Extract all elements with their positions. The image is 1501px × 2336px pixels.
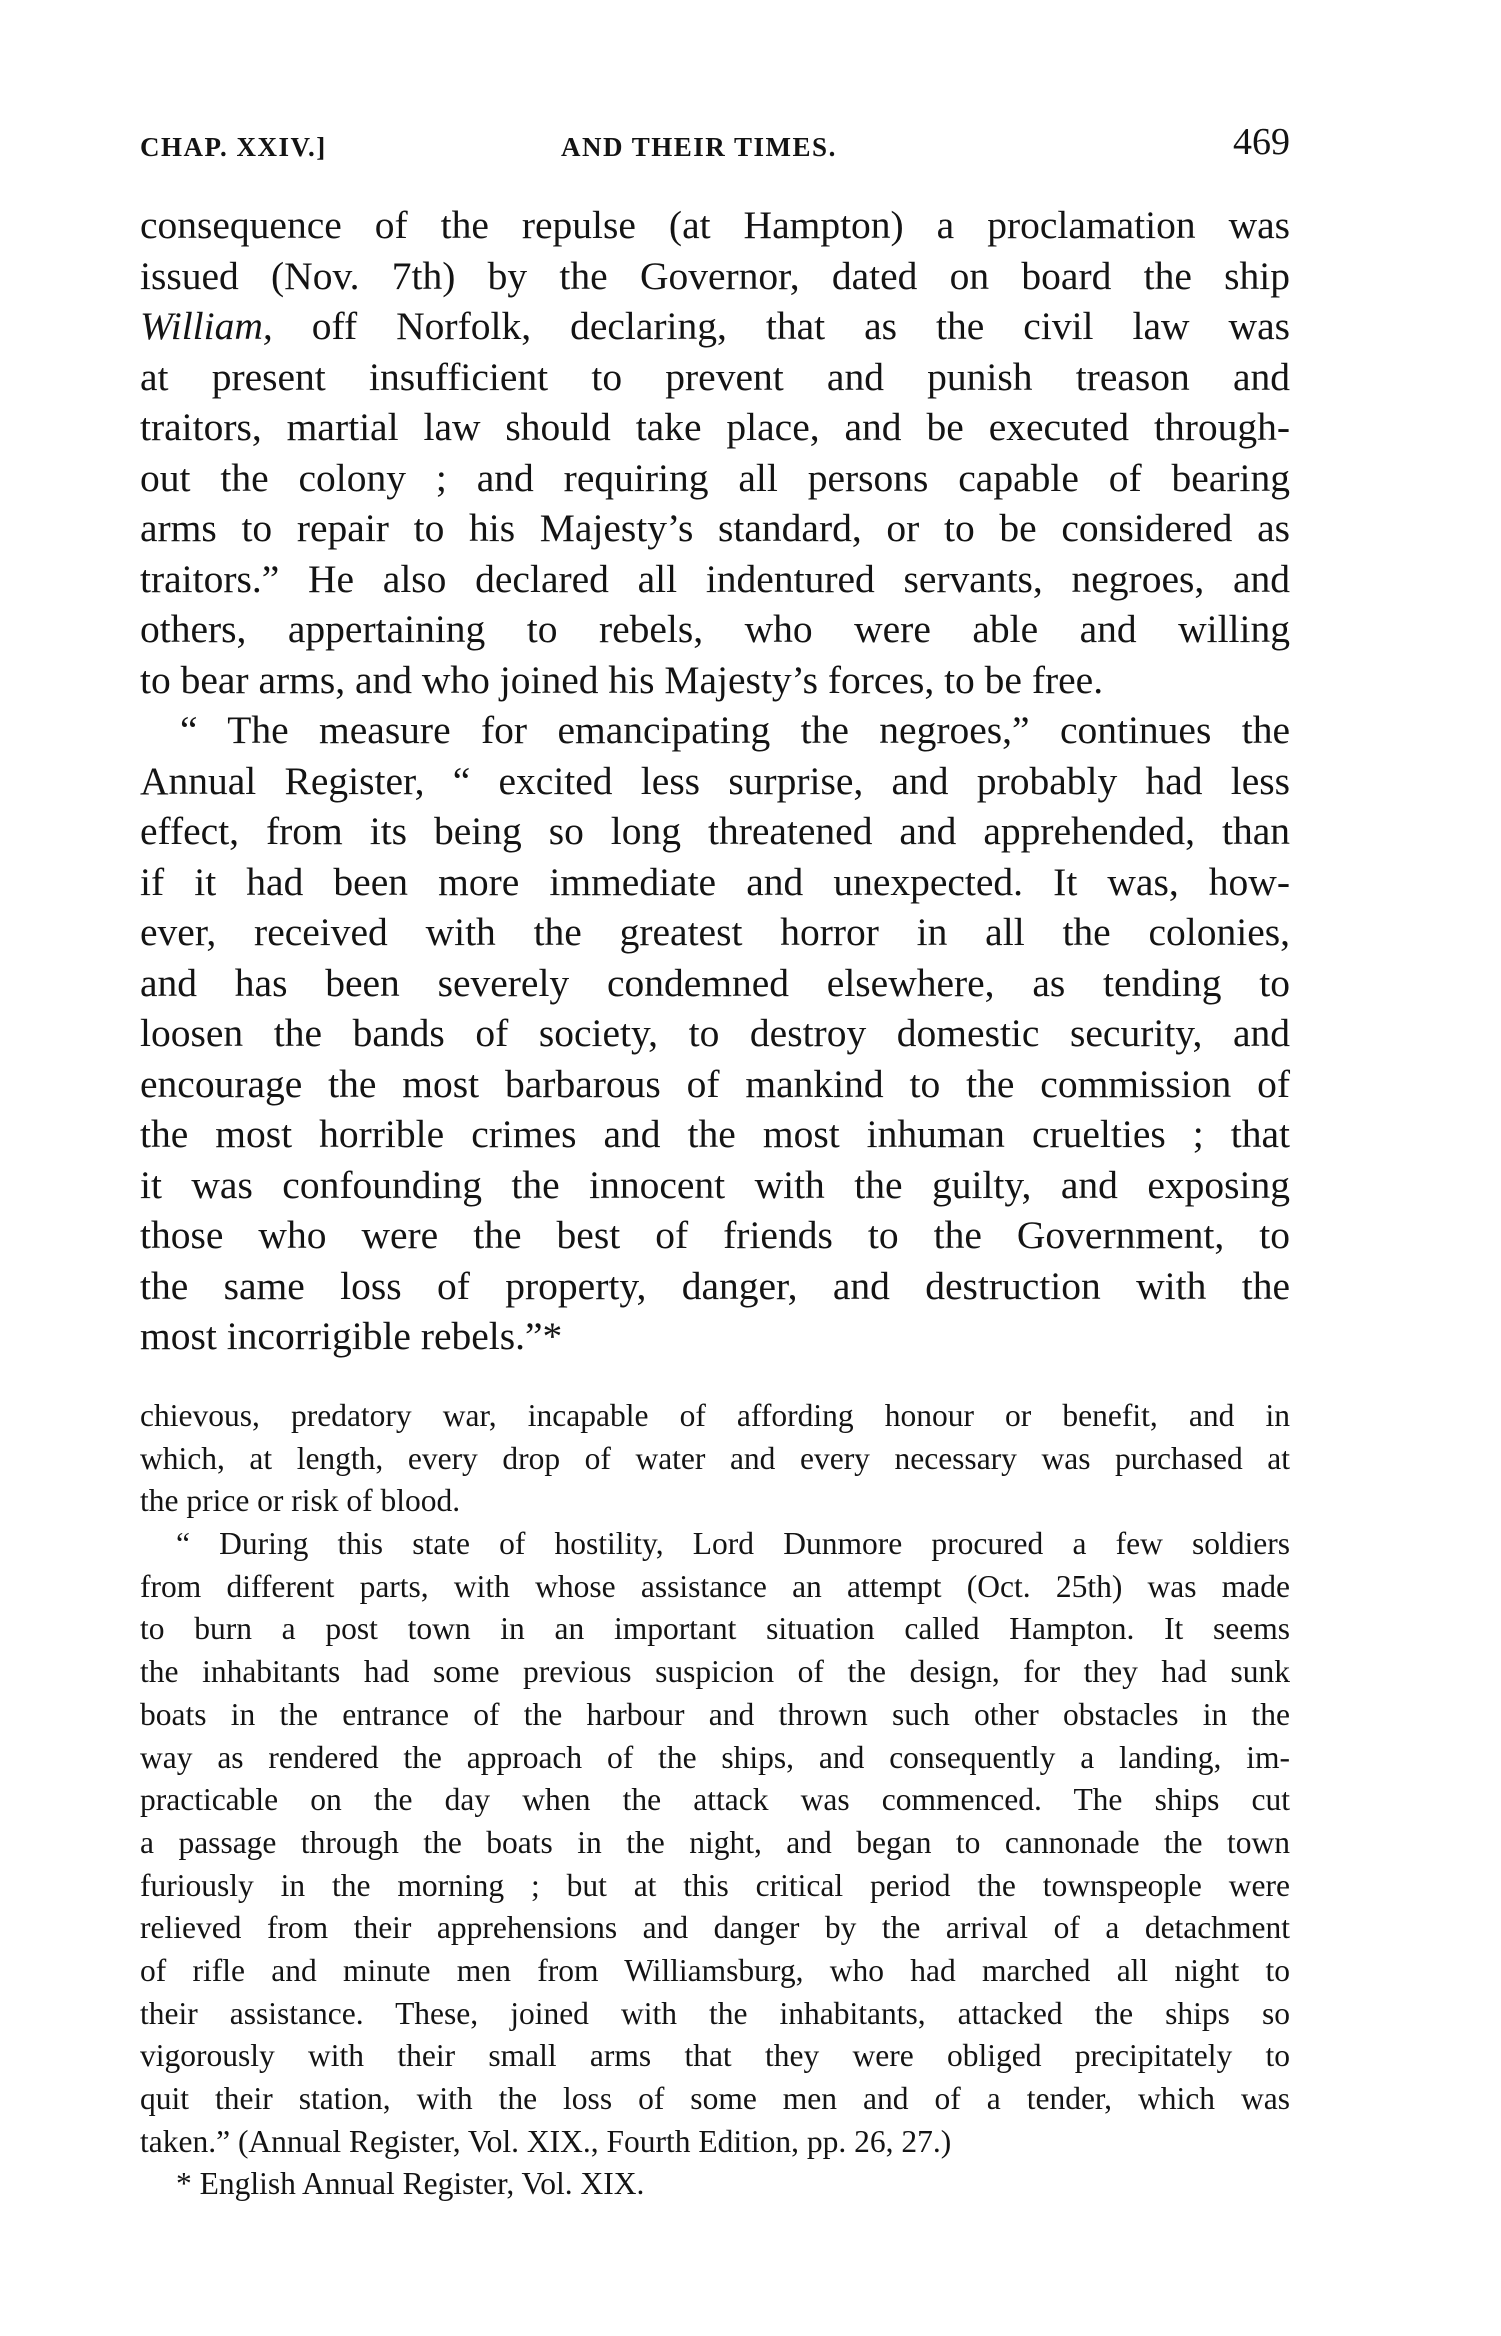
main-text-line: Annual Register, “ excited less surprise, and probably had less <box>140 758 1290 803</box>
ship-name: William, <box>140 304 273 348</box>
running-header <box>140 118 1290 178</box>
footnote-line: the inhabitants had some previous suspicion of the design, for they had sunk <box>140 1654 1290 1690</box>
main-text-line: effect, from its being so long threatened and apprehended, than <box>140 809 1290 853</box>
footnote-line: boats in the entrance of the harbour and thrown such other obstacles in the <box>140 1696 1290 1732</box>
main-text-line: it was confounding the innocent with the guilty, and exposing <box>140 1162 1290 1207</box>
footnote-block <box>140 1395 1290 2206</box>
main-text-line: arms to repair to his Majesty’s standard, or to be considered as <box>140 506 1290 550</box>
page-number: 469 <box>1233 121 1290 163</box>
main-text-line: consequence of the repulse (at Hampton) a proclamation was <box>140 203 1290 247</box>
main-text-line: to bear arms, and who joined his Majesty’s forces, to be free. <box>140 657 1104 702</box>
footnote-line: vigorously with their small arms that they were obliged precipitately to <box>140 2038 1290 2074</box>
footnote-line: a passage through the boats in the night, and began to cannonade the town <box>140 1824 1290 1860</box>
main-text-line: at present insufficient to prevent and punish treason and <box>140 354 1290 399</box>
footnote-line: to burn a post town in an important situation called Hampton. It seems <box>140 1611 1290 1647</box>
main-text-line: encourage the most barbarous of mankind to the commission of <box>140 1061 1290 1106</box>
footnote-line: quit their station, with the loss of some men and of a tender, which was <box>140 2081 1290 2116</box>
main-text-line: traitors, martial law should take place, and be executed through- <box>140 405 1290 449</box>
footnote-line: chievous, predatory war, incapable of affording honour or benefit, and in <box>140 1398 1290 1433</box>
running-title: AND THEIR TIMES. <box>561 132 837 162</box>
main-text-line: the most horrible crimes and the most inhuman cruelties ; that <box>140 1112 1290 1156</box>
footnote-line: their assistance. These, joined with the inhabitants, attacked the ships so <box>140 1995 1290 2031</box>
chapter-label: CHAP. XXIV.] <box>140 132 327 162</box>
main-text-line: loosen the bands of society, to destroy domestic security, and <box>140 1011 1290 1055</box>
footnote-marker-line: * English Annual Register, Vol. XIX. <box>176 2166 645 2202</box>
footnote-line: practicable on the day when the attack was commenced. The ships cut <box>140 1782 1290 1818</box>
footnote-line: which, at length, every drop of water and every necessary was purchased at <box>140 1440 1290 1476</box>
main-text-line: and has been severely condemned elsewhere, as tending to <box>140 960 1290 1005</box>
main-text-line: out the colony ; and requiring all persons capable of bearing <box>140 455 1290 500</box>
main-text-line: those who were the best of friends to the Government, to <box>140 1213 1290 1257</box>
footnote-line: “ During this state of hostility, Lord Dunmore procured a few soldiers <box>176 1526 1290 1562</box>
footnote-line: of rifle and minute men from Williamsburg, who had marched all night to <box>140 1952 1290 1988</box>
footnote-line: furiously in the morning ; but at this critical period the townspeople were <box>140 1867 1290 1903</box>
main-text-line: ever, received with the greatest horror in all the colonies, <box>140 910 1290 954</box>
main-text-line: issued (Nov. 7th) by the Governor, dated on board the ship <box>140 253 1290 298</box>
footnote-line: from different parts, with whose assistance an attempt (Oct. 25th) was made <box>140 1568 1290 1604</box>
main-text-line: most incorrigible rebels.”* <box>140 1314 563 1358</box>
main-text-block <box>140 200 1290 1362</box>
footnote-line: relieved from their apprehensions and danger by the arrival of a detachment <box>140 1910 1290 1946</box>
main-text-line: traitors.” He also declared all indentured servants, negroes, and <box>140 556 1290 601</box>
footnote-line: the price or risk of blood. <box>140 1483 461 1519</box>
main-text-line: if it had been more immediate and unexpected. It was, how- <box>140 859 1290 904</box>
footnote-line: way as rendered the approach of the ships, and consequently a landing, im- <box>140 1739 1290 1775</box>
main-text-line <box>140 301 1290 352</box>
main-text-line: others, appertaining to rebels, who were able and willing <box>140 607 1290 651</box>
footnote-line: taken.” (Annual Register, Vol. XIX., Fourth Edition, pp. 26, 27.) <box>140 2123 952 2159</box>
main-text-line: “ The measure for emancipating the negroes,” continues the <box>180 708 1290 752</box>
main-text-line: the same loss of property, danger, and destruction with the <box>140 1263 1290 1308</box>
main-text-fragment: off Norfolk, declaring, that as the civil law was <box>272 304 1290 348</box>
